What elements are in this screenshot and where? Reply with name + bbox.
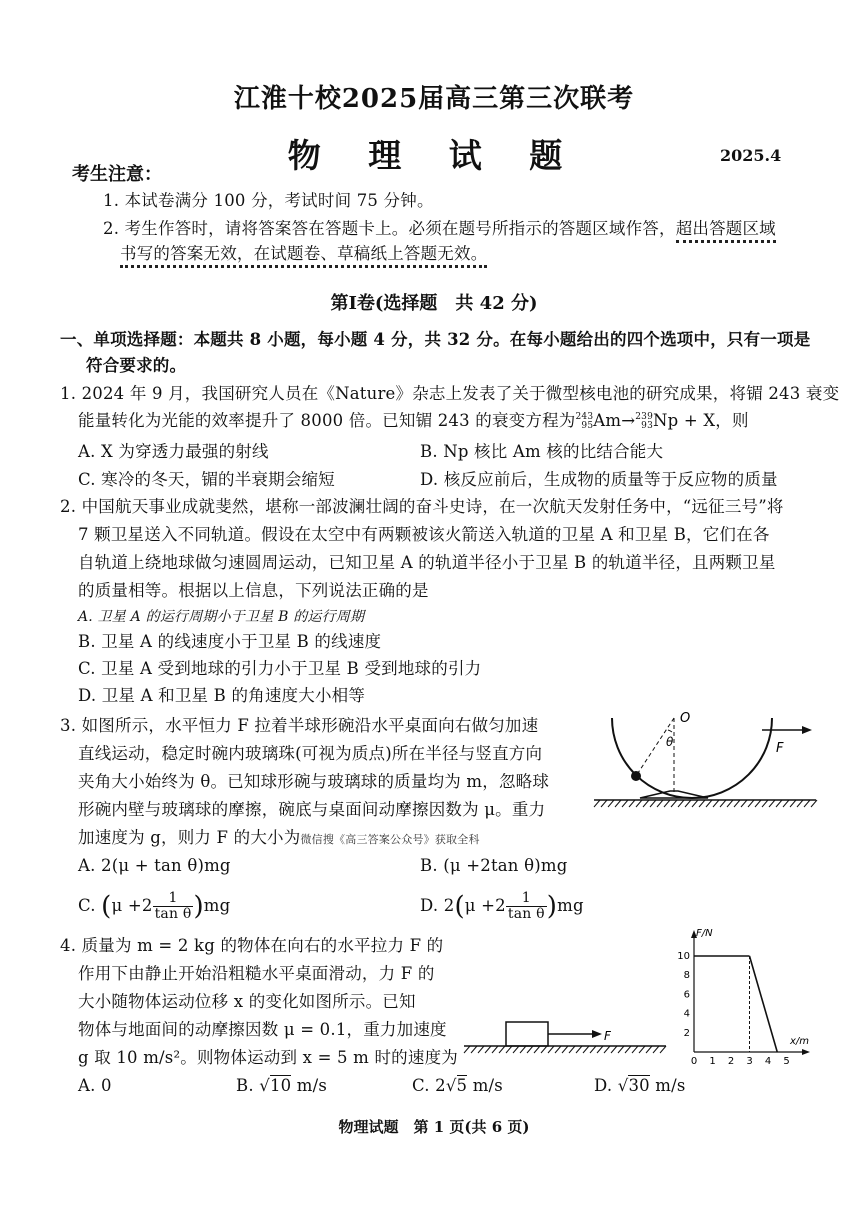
section-title: 第Ⅰ卷(选择题 共 42 分) <box>330 293 538 314</box>
hatch-mark <box>727 800 733 807</box>
fraction-denominator: tan θ <box>154 906 192 922</box>
hatch-mark <box>534 1046 540 1053</box>
q3-stem-line-3: 夹角大小始终为 θ。已知球形碗与玻璃球的质量均为 m，忽略球 <box>78 772 550 791</box>
q1-am-numbers <box>575 413 593 431</box>
pull-force-arrowhead <box>592 1030 602 1038</box>
hatch-mark <box>492 1046 498 1053</box>
q2-stem-line-4: 的质量相等。根据以上信息，下列说法正确的是 <box>78 581 429 600</box>
q2-stem-line-3: 自轨道上绕地球做匀速圆周运动，已知卫星 A 的轨道半径小于卫星 B 的轨道半径，且两颗卫星 <box>78 553 776 572</box>
notice-emphasis-continued: 书写的答案无效，在试题卷、草稿纸上答题无效。 <box>120 244 487 268</box>
q2-option-b: B. 卫星 A 的线速度小于卫星 B 的线速度 <box>78 632 382 651</box>
hatch-mark <box>576 1046 582 1053</box>
chart-y-tick-label: 4 <box>683 1008 690 1020</box>
q1-option-a: A. X 为穿透力最强的射线 <box>78 442 269 461</box>
hatch-mark <box>555 1046 561 1053</box>
q1-option-d: D. 核反应前后，生成物的质量等于反应物的质量 <box>420 470 778 489</box>
hatch-mark <box>499 1046 505 1053</box>
hatch-mark <box>464 1046 470 1053</box>
point-o-label: O <box>680 711 691 726</box>
hatch-mark <box>604 1046 610 1053</box>
hatch-mark <box>685 800 691 807</box>
chart-x-axis-label: x/m <box>790 1036 810 1047</box>
bowl-arc <box>612 718 772 798</box>
q4-force-displacement-chart <box>672 924 822 1070</box>
hatch-mark <box>804 800 810 807</box>
hatch-mark <box>527 1046 533 1053</box>
q4-option-d-radicand: 30 <box>628 1076 650 1095</box>
hatch-mark <box>776 800 782 807</box>
q1-np-numbers <box>635 413 653 431</box>
chart-y-tick-label: 6 <box>683 989 690 1001</box>
hatch-mark <box>632 1046 638 1053</box>
chart-y-tick-label: 10 <box>677 951 690 962</box>
q4-option-c-unit: m/s <box>467 1076 503 1095</box>
q1-stem-text: 能量转化为光能的效率提升了 8000 倍。已知镅 243 的衰变方程为 <box>78 411 576 430</box>
q4-stem-line-4: 物体与地面间的动摩擦因数 μ = 0.1，重力加速度 <box>78 1020 447 1039</box>
q3-option-d-term: μ +2 <box>464 896 506 915</box>
q1-stem-line-1: 1. 2024 年 9 月，我国研究人员在《Nature》杂志上发表了关于微型核电池的研究成果，将镅 243 衰变 <box>60 384 840 403</box>
sqrt-sign: √ <box>259 1076 270 1095</box>
hatch-mark <box>671 800 677 807</box>
q1-option-b: B. Np 核比 Am 核的比结合能大 <box>420 442 664 461</box>
q1-am-symbol: Am→ <box>593 411 636 430</box>
notice-emphasis: 超出答题区域 <box>676 219 776 243</box>
ground-hatching <box>464 1046 666 1053</box>
hatch-mark <box>625 1046 631 1053</box>
fraction <box>506 891 547 922</box>
q4-option-c-radicand: 5 <box>456 1076 468 1095</box>
hatch-mark <box>485 1046 491 1053</box>
q4-option-a: A. 0 <box>78 1076 112 1095</box>
q3-option-c-label: C. <box>78 896 96 915</box>
q3-option-d-label: D. 2 <box>420 896 455 915</box>
hatch-mark <box>562 1046 568 1053</box>
chart-x-tick-label: 5 <box>783 1056 790 1067</box>
paren-open: ( <box>454 891 465 922</box>
hatch-mark <box>769 800 775 807</box>
q2-stem-line-2: 7 颗卫星送入不同轨道。假设在太空中有两颗被该火箭送入轨道的卫星 A 和卫星 B，它们在各 <box>78 525 770 544</box>
hatch-mark <box>594 800 600 807</box>
hatch-mark <box>636 800 642 807</box>
q4-option-d-unit: m/s <box>649 1076 686 1095</box>
hatch-mark <box>583 1046 589 1053</box>
chart-x-tick-label: 1 <box>709 1056 716 1067</box>
q3-stem-line-1: 3. 如图所示，水平恒力 F 拉着半球形碗沿水平桌面向右做匀加速 <box>60 716 539 735</box>
hatch-mark <box>692 800 698 807</box>
q1-stem-line-2 <box>78 407 749 431</box>
watermark-text: 微信搜《高三答案公众号》获取全科 <box>300 833 480 846</box>
hatch-mark <box>548 1046 554 1053</box>
block <box>506 1022 548 1046</box>
part-heading: 一、单项选择题：本题共 8 小题，每小题 4 分，共 32 分。在每小题给出的四个选项中，只有一项是 <box>60 330 811 349</box>
q4-block-figure <box>462 1010 670 1054</box>
q4-option-d <box>594 1076 686 1095</box>
hatch-mark <box>797 800 803 807</box>
hatch-mark <box>590 1046 596 1053</box>
q4-stem-line-2: 作用下由静止开始沿粗糙水平桌面滑动，力 F 的 <box>78 964 435 983</box>
q2-option-a: A. 卫星 A 的运行周期小于卫星 B 的运行周期 <box>78 609 365 625</box>
hatch-mark <box>506 1046 512 1053</box>
exam-header-title: 江淮十校2025届高三第三次联考 <box>233 84 635 114</box>
theta-arc <box>668 730 672 732</box>
hatch-mark <box>699 800 705 807</box>
hatch-mark <box>653 1046 659 1053</box>
q4-option-c <box>412 1076 503 1095</box>
paper-title: 物 理 试 题 <box>287 136 581 175</box>
hatch-mark <box>569 1046 575 1053</box>
q3-option-b: B. (μ +2tan θ)mg <box>420 856 568 875</box>
hatch-mark <box>706 800 712 807</box>
chart-series-segment <box>750 956 778 1052</box>
chart-x-tick-label: 0 <box>690 1056 698 1067</box>
fraction <box>153 891 194 922</box>
hatch-mark <box>615 800 621 807</box>
pull-force-label: F <box>604 1029 611 1043</box>
q1-am-z: 95 <box>581 420 594 431</box>
q4-stem-line-3: 大小随物体运动位移 x 的变化如图所示。已知 <box>78 992 416 1011</box>
q4-stem-line-5: g 取 10 m/s²。则物体运动到 x = 5 m 时的速度为 <box>78 1048 458 1067</box>
fraction-denominator: tan θ <box>507 906 545 922</box>
hatch-mark <box>678 800 684 807</box>
hatch-mark <box>643 800 649 807</box>
q1-np-z: 93 <box>641 420 654 431</box>
hatch-mark <box>611 1046 617 1053</box>
hatch-mark <box>622 800 628 807</box>
hatch-mark <box>660 1046 666 1053</box>
chart-x-tick-label: 3 <box>746 1056 753 1067</box>
sqrt-sign: √ <box>445 1076 457 1095</box>
q1-option-c: C. 寒冷的冬天，镅的半衰期会缩短 <box>78 470 335 489</box>
exam-date: 2025.4 <box>720 146 782 165</box>
hatch-mark <box>664 800 670 807</box>
hatch-mark <box>720 800 726 807</box>
hatch-mark <box>783 800 789 807</box>
q4-option-b-radicand: 10 <box>269 1076 292 1095</box>
q4-option-d-label: D. <box>594 1076 618 1095</box>
chart-y-tick-label: 8 <box>683 970 690 982</box>
force-arrowhead <box>802 726 812 734</box>
q1-np-mass: 239 <box>635 411 654 422</box>
hatch-mark <box>639 1046 645 1053</box>
hatch-mark <box>650 800 656 807</box>
hatch-mark <box>657 800 663 807</box>
paren-close: ) <box>546 891 558 922</box>
q3-bowl-figure <box>590 708 826 812</box>
notice-item-2-text: 2. 考生作答时，请将答案答在答题卡上。必须在题号所指示的答题区域作答， <box>103 219 676 238</box>
hatch-mark <box>618 1046 624 1053</box>
chart-x-tick-label: 2 <box>727 1056 735 1067</box>
q4-option-b <box>236 1076 327 1095</box>
table-hatching <box>594 800 817 807</box>
fraction-numerator: 1 <box>153 891 194 907</box>
hatch-mark <box>597 1046 603 1053</box>
fraction-numerator: 1 <box>506 891 547 907</box>
hatch-mark <box>755 800 761 807</box>
q2-stem-line-1: 2. 中国航天事业成就斐然，堪称一部波澜壮阔的奋斗史诗，在一次航天发射任务中，“远征三号”将 <box>60 497 784 516</box>
theta-label: θ <box>666 735 674 749</box>
q4-stem-line-1: 4. 质量为 m = 2 kg 的物体在向右的水平拉力 F 的 <box>60 936 444 955</box>
q3-stem-text: 加速度为 g，则力 F 的大小为 <box>78 828 301 847</box>
hatch-mark <box>790 800 796 807</box>
hatch-mark <box>608 800 614 807</box>
q3-option-a: A. 2(μ + tan θ)mg <box>78 856 231 875</box>
q3-stem-line-5 <box>78 824 480 848</box>
hatch-mark <box>471 1046 477 1053</box>
q1-am-mass: 243 <box>575 411 594 422</box>
hatch-mark <box>748 800 754 807</box>
hatch-mark <box>478 1046 484 1053</box>
hatch-mark <box>811 800 817 807</box>
q2-option-c: C. 卫星 A 受到地球的引力小于卫星 B 受到地球的引力 <box>78 659 482 678</box>
hatch-mark <box>734 800 740 807</box>
q3-stem-line-4: 形碗内壁与玻璃球的摩擦，碗底与桌面间动摩擦因数为 μ。重力 <box>78 800 546 819</box>
q3-option-d <box>420 886 584 926</box>
page-footer: 物理试题 第 1 页(共 6 页) <box>338 1118 530 1136</box>
notice-heading: 考生注意： <box>72 164 162 185</box>
sqrt-sign: √ <box>617 1076 629 1095</box>
notice-item-2-continued <box>120 240 487 264</box>
q3-option-d-unit: mg <box>557 896 584 915</box>
q3-option-c-unit: mg <box>203 896 231 915</box>
hatch-mark <box>629 800 635 807</box>
hatch-mark <box>762 800 768 807</box>
notice-item-2 <box>103 215 776 239</box>
q4-option-b-label: B. <box>236 1076 260 1095</box>
q3-option-c <box>78 886 230 926</box>
hatch-mark <box>646 1046 652 1053</box>
notice-item-1: 1. 本试卷满分 100 分，考试时间 75 分钟。 <box>103 191 434 210</box>
q4-option-b-unit: m/s <box>291 1076 328 1095</box>
hatch-mark <box>601 800 607 807</box>
chart-x-axis-arrow <box>802 1049 810 1055</box>
hatch-mark <box>513 1046 519 1053</box>
hatch-mark <box>741 800 747 807</box>
force-label: F <box>776 741 784 756</box>
hatch-mark <box>541 1046 547 1053</box>
paren-close: ) <box>193 891 204 922</box>
glass-bead <box>631 771 641 781</box>
hatch-mark <box>713 800 719 807</box>
chart-y-tick-label: 2 <box>683 1027 690 1039</box>
q1-np-symbol: Np + X，则 <box>653 411 749 430</box>
q2-option-d: D. 卫星 A 和卫星 B 的角速度大小相等 <box>78 686 366 705</box>
chart-y-axis-label: F/N <box>696 928 713 939</box>
q3-stem-line-2: 直线运动，稳定时碗内玻璃珠(可视为质点)所在半径与竖直方向 <box>78 744 543 763</box>
chart-x-tick-label: 4 <box>764 1056 772 1067</box>
q3-option-c-term: μ +2 <box>111 896 153 915</box>
paren-open: ( <box>101 891 112 922</box>
hatch-mark <box>520 1046 526 1053</box>
part-heading-continued: 符合要求的。 <box>86 356 187 375</box>
q4-option-c-label: C. 2 <box>412 1076 446 1095</box>
